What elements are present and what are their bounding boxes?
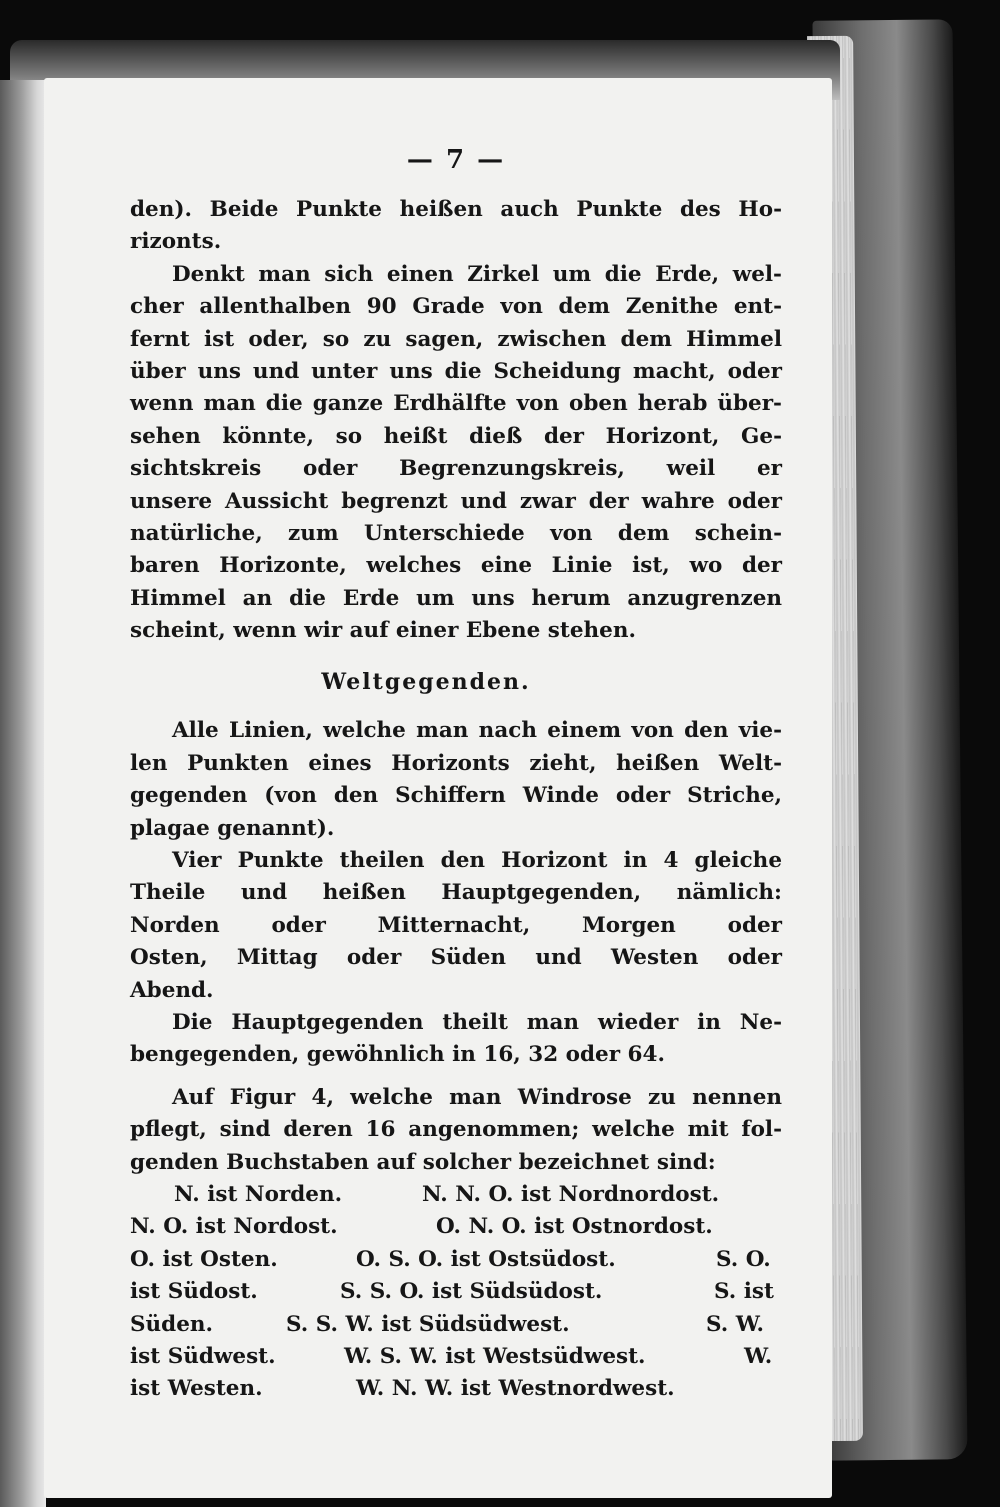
page-text — [130, 140, 782, 1406]
table-cell: O. S. O. ist Ostsüdost. — [356, 1246, 616, 1272]
text-line: den). Beide Punkte heißen auch Punkte des Ho- — [130, 197, 782, 222]
text-line: natürliche, zum Unterschiede von dem schein- — [130, 520, 782, 546]
table-cell: S. S. W. ist Südsüdwest. — [286, 1311, 570, 1337]
table-cell: N. N. O. ist Nordnordost. — [422, 1181, 720, 1207]
table-cell: O. N. O. ist Ostnordost. — [436, 1214, 713, 1240]
text-line: pflegt, sind deren 16 angenommen; welche mit fol- — [130, 1117, 782, 1143]
table-cell: S. W. — [706, 1311, 765, 1337]
text-line: unsere Aussicht begrenzt und zwar der wahre oder — [130, 488, 782, 514]
table-cell: ist Westen. — [130, 1376, 263, 1402]
text-line: Osten, Mittag oder Süden und Westen oder — [130, 945, 782, 971]
table-cell: N. O. ist Nordost. — [130, 1214, 338, 1240]
table-cell: S. O. — [716, 1246, 771, 1272]
table-cell: Süden. — [130, 1311, 213, 1337]
text-line: über uns und unter uns die Scheidung macht, oder — [130, 358, 782, 384]
text-line: sehen könnte, so heißt dieß der Horizont, Ge- — [130, 423, 782, 449]
table-cell: W. S. W. ist Westsüdwest. — [344, 1343, 646, 1369]
paragraph-4 — [130, 845, 782, 1007]
text-line: Himmel an die Erde um uns herum anzugrenzen — [130, 585, 782, 611]
text-line: len Punkten eines Horizonts zieht, heißen Welt- — [130, 750, 782, 776]
text-line: Norden oder Mitternacht, Morgen oder — [130, 912, 782, 938]
text-line: Auf Figur 4, welche man Windrose zu nennen — [172, 1084, 782, 1110]
text-line: genden Buchstaben auf solcher bezeichnet sind: — [130, 1149, 716, 1175]
text-line: Abend. — [130, 977, 214, 1003]
paragraph-3 — [130, 715, 782, 845]
text-line: baren Horizonte, welches eine Linie ist, wo der — [130, 553, 782, 579]
text-line: Denkt man sich einen Zirkel um die Erde, wel- — [172, 261, 782, 287]
table-cell: W. N. W. ist Westnordwest. — [356, 1376, 675, 1402]
table-cell: N. ist Norden. — [174, 1181, 343, 1207]
text-line: plagae genannt). — [130, 815, 335, 841]
table-row — [130, 1276, 782, 1308]
section-heading: Weltgegenden. — [321, 669, 531, 696]
text-line: scheint, wenn wir auf einer Ebene stehen. — [130, 618, 636, 644]
page-number: — 7 — — [406, 145, 506, 175]
table-row — [130, 1309, 782, 1341]
text-line: sichtskreis oder Begrenzungskreis, weil er — [130, 456, 782, 482]
book-binding — [0, 80, 46, 1507]
direction-table — [130, 1179, 782, 1406]
table-cell: S. S. O. ist Südsüdost. — [340, 1279, 603, 1305]
paragraph-2 — [130, 259, 782, 648]
table-row — [130, 1211, 782, 1243]
table-row — [130, 1179, 782, 1211]
table-cell: S. ist — [714, 1279, 774, 1305]
text-line: bengegenden, gewöhnlich in 16, 32 oder 64. — [130, 1042, 665, 1068]
text-line: cher allenthalben 90 Grade von dem Zenithe ent- — [130, 294, 782, 320]
text-line: Die Hauptgegenden theilt man wieder in Ne- — [172, 1009, 782, 1035]
table-cell: ist Südwest. — [130, 1343, 276, 1369]
table-cell: ist Südost. — [130, 1279, 258, 1305]
text-line: Theile und heißen Hauptgegenden, nämlich: — [130, 880, 782, 906]
text-line: rizonts. — [130, 229, 222, 255]
table-cell: O. ist Osten. — [130, 1246, 278, 1272]
paragraph-5 — [130, 1007, 782, 1072]
text-line: Vier Punkte theilen den Horizont in 4 gleiche — [172, 848, 782, 874]
text-line: fernt ist oder, so zu sagen, zwischen dem Himmel — [130, 326, 782, 352]
table-row — [130, 1373, 782, 1405]
table-cell: W. — [744, 1343, 773, 1369]
text-line: gegenden (von den Schiffern Winde oder Striche, — [130, 783, 782, 809]
paragraph-1 — [130, 194, 782, 259]
table-row — [130, 1341, 782, 1373]
table-row — [130, 1244, 782, 1276]
paragraph-6 — [130, 1082, 782, 1179]
text-line: wenn man die ganze Erdhälfte von oben herab über- — [130, 391, 782, 417]
text-line: Alle Linien, welche man nach einem von den vie- — [172, 718, 782, 744]
